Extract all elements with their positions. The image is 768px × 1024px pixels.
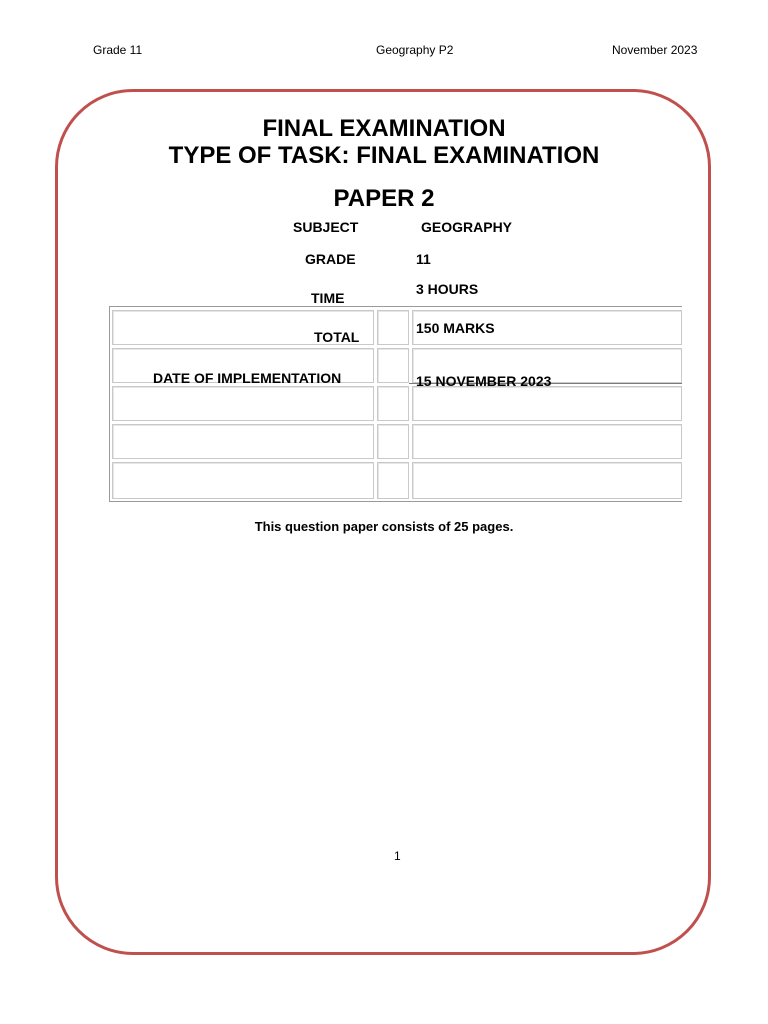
table-cell bbox=[112, 386, 374, 421]
page-count-note: This question paper consists of 25 pages. bbox=[254, 519, 514, 534]
grade-value: 11 bbox=[416, 251, 431, 267]
paper-title: PAPER 2 bbox=[333, 185, 435, 212]
table-cell bbox=[112, 462, 374, 499]
table-cell bbox=[412, 386, 682, 421]
table-rule bbox=[109, 306, 682, 307]
header-subject: Geography P2 bbox=[376, 43, 454, 57]
header-grade: Grade 11 bbox=[93, 43, 143, 57]
table-cell bbox=[377, 386, 409, 421]
table-cell bbox=[377, 462, 409, 499]
total-label: TOTAL bbox=[314, 329, 360, 345]
time-label: TIME bbox=[311, 290, 345, 306]
table-cell bbox=[412, 424, 682, 459]
header-date: November 2023 bbox=[612, 43, 698, 57]
page-number: 1 bbox=[394, 849, 401, 863]
details-table bbox=[109, 306, 682, 502]
table-cell bbox=[377, 310, 409, 345]
grade-label: GRADE bbox=[305, 251, 356, 267]
subject-value: GEOGRAPHY bbox=[421, 219, 513, 235]
table-cell bbox=[112, 424, 374, 459]
table-rule bbox=[109, 501, 682, 502]
time-value: 3 HOURS bbox=[416, 281, 479, 297]
implementation-date-label: DATE OF IMPLEMENTATION bbox=[153, 370, 342, 386]
table-cell bbox=[412, 462, 682, 499]
table-cell bbox=[377, 424, 409, 459]
subject-label: SUBJECT bbox=[293, 219, 359, 235]
implementation-date-value: 15 NOVEMBER 2023 bbox=[416, 373, 552, 389]
table-cell bbox=[377, 348, 409, 383]
table-rule bbox=[109, 306, 110, 502]
task-type-title: TYPE OF TASK: FINAL EXAMINATION bbox=[168, 142, 600, 169]
total-value: 150 MARKS bbox=[416, 320, 495, 336]
exam-title: FINAL EXAMINATION bbox=[262, 115, 506, 142]
